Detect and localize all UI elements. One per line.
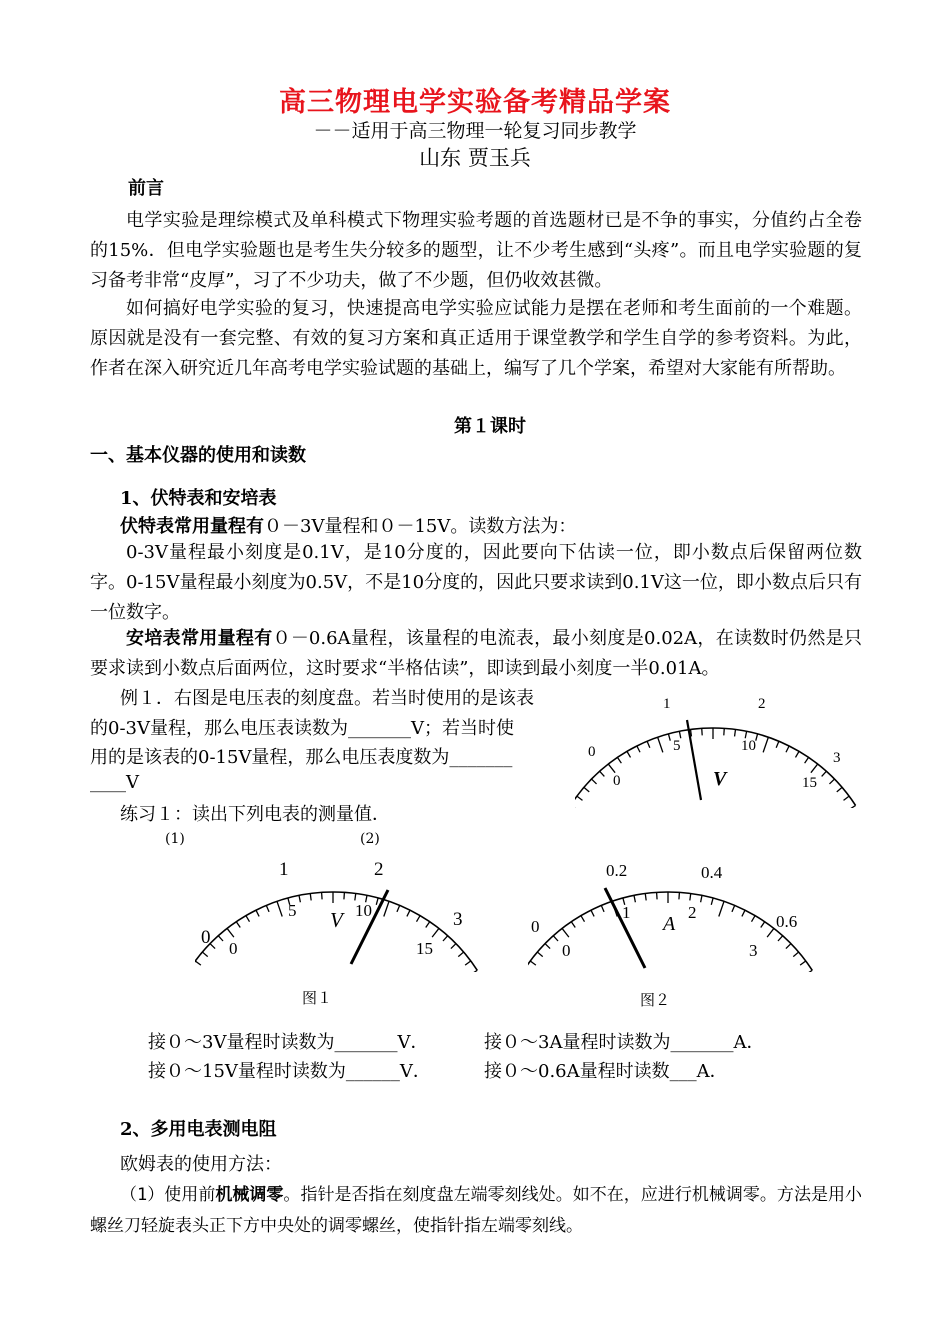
dial-tick xyxy=(537,952,542,957)
step-1-text: 。指针是否指在刻度盘左端零刻线处。如不在，应进行机械调零。方法是用小螺丝刀轻旋表头正下方中央处的调零螺丝，使指针指左端零刻线。 xyxy=(90,1185,862,1236)
dial-tick xyxy=(584,787,589,792)
dial-tick xyxy=(397,905,400,911)
dial-tick xyxy=(634,895,635,902)
fig1-bottom-label-1: 5 xyxy=(288,901,297,920)
dial-tick xyxy=(751,916,755,922)
dial-tick xyxy=(528,970,537,972)
dial-tick xyxy=(786,944,791,949)
question-3a-range: 接０～3A量程时读数为_______A． xyxy=(484,1032,765,1053)
dial-tick xyxy=(426,922,430,928)
example-voltmeter-dial xyxy=(575,688,860,808)
fig2-top-label-0: 0 xyxy=(531,917,540,936)
dial-tick xyxy=(256,910,259,916)
subsection-multimeter: 2、多用电表测电阻 xyxy=(120,1119,277,1140)
fig2-bottom-label-2: 2 xyxy=(688,903,697,922)
fig1-bottom-label-0: 0 xyxy=(229,939,238,958)
dial-tick xyxy=(432,928,439,937)
fig2-top-label-2: 0.4 xyxy=(701,863,723,882)
dial-tick xyxy=(637,746,640,752)
dial-tick xyxy=(416,916,420,922)
example-top-label-2: 2 xyxy=(758,696,766,712)
dial-tick xyxy=(218,936,223,941)
page-title: 高三物理电学实验备考精品学案 xyxy=(279,87,671,118)
fig1-top-label-0: 0 xyxy=(201,927,211,948)
fig2-bottom-label-1: 1 xyxy=(622,903,631,922)
fig2-unit-label: A xyxy=(663,913,676,935)
dial-tick xyxy=(355,894,356,901)
practice-1-prompt: 练习１：读出下列电表的测量值． xyxy=(120,804,390,825)
section-1-heading: 一、基本仪器的使用和读数 xyxy=(90,445,306,466)
dial-tick xyxy=(195,961,201,965)
dial-tick xyxy=(837,787,842,792)
dial-tick xyxy=(451,944,456,949)
dial-tick xyxy=(236,922,240,928)
example-1-line-1: 例１．右图是电压表的刻度盘。若当时使用的是该表 xyxy=(120,688,534,709)
example-top-label-3: 3 xyxy=(833,750,841,766)
figure-2-caption: 图２ xyxy=(640,991,671,1009)
dial-tick xyxy=(562,928,569,937)
subsection-voltmeter-ammeter: 1、伏特表和安培表 xyxy=(120,488,277,509)
dial-tick xyxy=(464,970,477,972)
dial-tick xyxy=(266,905,269,911)
dial-tick xyxy=(732,905,735,911)
dial-tick xyxy=(577,796,583,800)
dial-tick xyxy=(443,936,448,941)
dial-tick xyxy=(711,898,713,905)
dial-tick xyxy=(829,779,834,784)
dial-tick xyxy=(530,961,536,965)
dial-tick xyxy=(591,910,594,916)
fig2-bottom-label-0: 0 xyxy=(562,941,571,960)
dial-tick xyxy=(608,764,615,773)
dial-tick xyxy=(376,898,378,905)
preface-paragraph-2: 如何搞好电学实验的复习，快速提高电学实验应试能力是摆在老师和考生面前的一个难题。原因就是没有一套完整、有效的复习方案和真正适用于课堂教学和学生自学的参考资料。为此，作者在深入研究近几年高考电学实验试题的基础上，编写了几个学案，希望对大家能有所帮助。 xyxy=(90,298,862,379)
fig1-top-label-3: 3 xyxy=(453,909,463,930)
dial-tick xyxy=(545,944,550,949)
fig2-top-label-1: 0.2 xyxy=(606,861,628,880)
example-bottom-label-3: 15 xyxy=(802,775,817,791)
question-3v-range: 接０～3V量程时读数为_______V． xyxy=(148,1032,429,1053)
dial-tick xyxy=(627,751,631,757)
example-top-label-1: 1 xyxy=(663,696,671,712)
dial-tick xyxy=(756,734,758,741)
author: 山东 贾玉兵 xyxy=(419,146,531,170)
dial-tick xyxy=(592,779,597,784)
dial-tick xyxy=(842,805,855,808)
dial-tick xyxy=(761,922,765,928)
example-bottom-label-0: 0 xyxy=(613,773,621,789)
dial-tick xyxy=(202,952,207,957)
dial-tick xyxy=(246,916,250,922)
dial-tick xyxy=(811,764,818,773)
fig1-top-label-1: 1 xyxy=(279,859,289,880)
dial-tick xyxy=(799,970,812,972)
figure-1-caption: 图１ xyxy=(302,989,333,1007)
dial-tick xyxy=(575,805,584,808)
dial-tick xyxy=(844,796,850,800)
dial-tick xyxy=(742,910,745,916)
voltmeter-range-bold: 伏特表常用量程有 xyxy=(120,516,264,537)
dial-tick xyxy=(786,746,789,752)
example-bottom-label-2: 10 xyxy=(741,738,756,754)
dial-tick xyxy=(407,910,410,916)
voltmeter-reading-paragraph: 0-3V量程最小刻度是0.1V，是10分度的，因此要向下估读一位，即小数点后保留两位数字。0-15V量程最小刻度为0.5V，不是10分度的，因此只要求读到0.1V这一位，即小数点后只有一位数字。 xyxy=(90,542,862,623)
dial-tick xyxy=(690,894,691,901)
example-1-line-4: ____V xyxy=(90,772,139,793)
voltmeter-range-line xyxy=(120,512,576,538)
dial-tick xyxy=(310,894,311,901)
dial-tick xyxy=(763,737,768,752)
dial-tick xyxy=(668,734,670,741)
dial-tick xyxy=(600,771,605,776)
figure-1-voltmeter-dial xyxy=(195,852,480,972)
dial-tick xyxy=(647,741,650,747)
example-1-line-3: 用的是该表的0-15V量程，那么电压表度数为_______ xyxy=(90,747,513,768)
ammeter-paragraph xyxy=(90,624,862,684)
figure-label-1: (1) xyxy=(165,831,185,847)
dial-tick xyxy=(719,901,724,916)
preface-heading: 前言 xyxy=(128,178,164,199)
fig1-bottom-label-3: 15 xyxy=(416,939,433,958)
figure-2-ammeter-dial xyxy=(528,852,813,972)
page-subtitle: －－适用于高三物理一轮复习同步教学 xyxy=(313,120,637,142)
example-bottom-label-1: 5 xyxy=(673,738,681,754)
dial-tick xyxy=(227,928,234,937)
example-unit-label: V xyxy=(713,768,727,790)
step-1-bold: 机械调零 xyxy=(215,1185,284,1205)
figure-label-2: (2) xyxy=(360,831,380,847)
example-needle xyxy=(687,720,701,800)
ohmmeter-usage-intro: 欧姆表的使用方法： xyxy=(120,1154,282,1175)
ammeter-range-bold: 安培表常用量程有 xyxy=(126,628,273,649)
dial-tick xyxy=(581,916,585,922)
dial-tick xyxy=(458,952,463,957)
dial-tick xyxy=(795,751,799,757)
dial-tick xyxy=(822,771,827,776)
ohmmeter-step-1 xyxy=(90,1180,862,1242)
question-0-6a-range: 接０～0.6A量程时读数___A． xyxy=(484,1061,728,1082)
ammeter-range-text: ０－0.6A量程，该量程的电流表，最小刻度是0.02A，在读数时仍然是只要求读到小数点后面两位，这时要求“半格估读”，即读到最小刻度一半0.01A。 xyxy=(90,628,863,679)
dial-tick xyxy=(299,895,300,902)
preface-paragraph-1: 电学实验是理综模式及单科模式下物理实验考题的首选题材已是不争的事实，分值约占全卷的15%．但电学实验题也是考生失分较多的题型，让不少考生感到“头疼”。而且电学实验题的复习备考非常“皮厚”，习了不少功夫，做了不少题，但仍收效甚微。 xyxy=(90,210,862,291)
dial-tick xyxy=(617,757,621,763)
dial-tick xyxy=(601,905,604,911)
dial-tick xyxy=(793,952,798,957)
figure-1-dial-ticks xyxy=(195,892,477,972)
dial-tick xyxy=(805,757,809,763)
question-15v-range: 接０～15V量程时读数为______V． xyxy=(148,1061,431,1082)
lesson-heading: 第１课时 xyxy=(454,416,526,437)
dial-tick xyxy=(210,944,215,949)
dial-arc xyxy=(575,728,856,805)
dial-tick xyxy=(778,936,783,941)
dial-tick xyxy=(465,961,471,965)
dial-tick xyxy=(571,922,575,928)
dial-tick xyxy=(735,729,736,736)
dial-tick xyxy=(776,741,779,747)
fig1-bottom-label-2: 10 xyxy=(355,901,372,920)
voltmeter-range-text: ０－3V量程和０－15V。读数方法为： xyxy=(264,516,577,537)
dial-tick xyxy=(384,901,389,916)
fig2-bottom-label-3: 3 xyxy=(749,941,758,960)
fig2-needle xyxy=(605,888,645,968)
dial-tick xyxy=(701,895,702,902)
dial-tick xyxy=(800,961,806,965)
fig1-unit-label: V xyxy=(330,908,343,932)
fig2-top-label-3: 0.6 xyxy=(776,912,798,931)
fig1-top-label-2: 2 xyxy=(374,859,384,880)
example-top-label-0: 0 xyxy=(588,744,596,760)
dial-tick xyxy=(767,928,774,937)
dial-tick xyxy=(277,901,282,916)
example-1-line-2: 的0-3V量程，那么电压表读数为_______V；若当时使 xyxy=(90,718,514,739)
dial-tick xyxy=(553,936,558,941)
step-1-prefix: （1）使用前 xyxy=(120,1185,216,1205)
dial-tick xyxy=(195,970,202,972)
dial-tick xyxy=(645,894,646,901)
dial-tick xyxy=(658,737,663,752)
